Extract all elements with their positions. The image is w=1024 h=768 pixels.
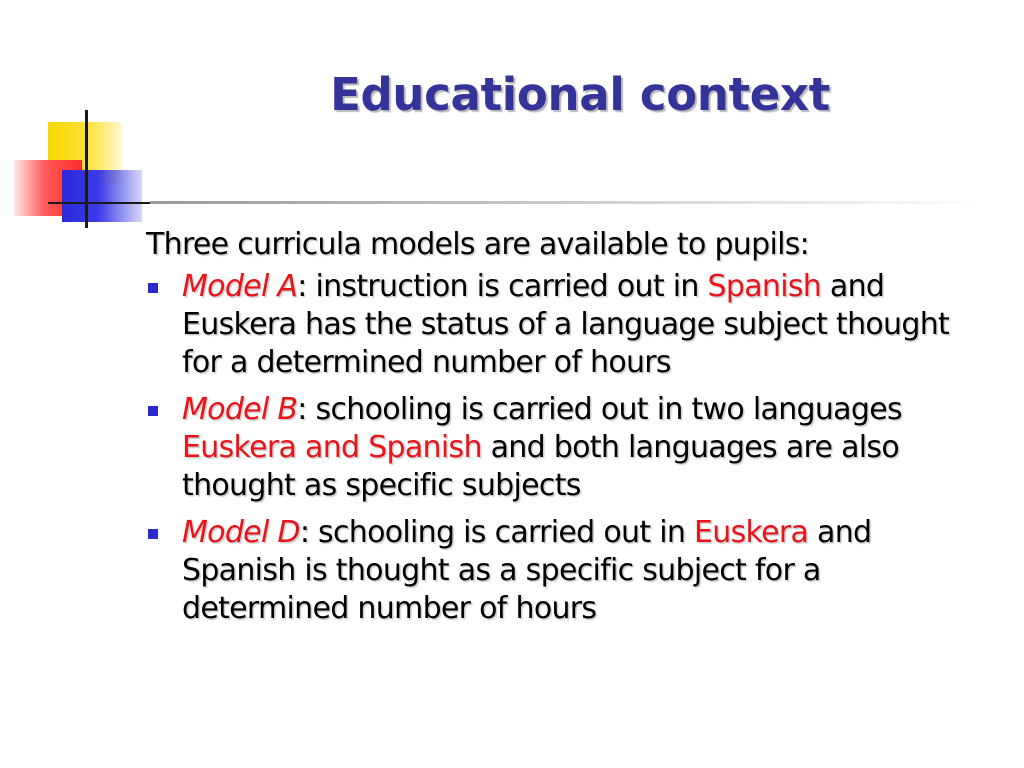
- blue-square: [62, 170, 142, 222]
- square-bullet-icon: [148, 283, 158, 293]
- square-bullet-icon: [148, 406, 158, 416]
- logo-vertical-line: [85, 110, 88, 228]
- slide-body: [146, 226, 986, 637]
- item-text: : schooling is carried out in two languages: [297, 392, 902, 427]
- title-divider: [150, 201, 990, 204]
- item-text: and Euskera has the status of a language subject thought for a determined number of hours: [182, 269, 950, 380]
- color-blocks-logo-icon: [0, 0, 200, 240]
- language-highlight: Euskera and Spanish: [182, 430, 482, 465]
- item-text: and Spanish is thought as a specific subject for a determined number of hours: [182, 515, 872, 626]
- intro-text: Three curricula models are available to pupils:: [146, 227, 810, 262]
- list-item-model-a: [146, 268, 986, 382]
- item-text: : instruction is carried out in: [297, 269, 708, 304]
- model-name: Model A: [182, 269, 298, 304]
- item-text: and both languages are also thought as specific subjects: [182, 430, 899, 503]
- slide-title: Educational context: [330, 68, 830, 121]
- language-highlight: Euskera: [694, 515, 809, 550]
- model-name: Model D: [182, 515, 300, 550]
- item-text: : schooling is carried out in: [299, 515, 695, 550]
- bullet-list: [146, 268, 986, 628]
- list-item-model-b: [146, 391, 986, 505]
- square-bullet-icon: [148, 529, 158, 539]
- language-highlight: Spanish: [707, 269, 822, 304]
- logo-horizontal-line: [48, 202, 158, 204]
- model-name: Model B: [182, 392, 298, 427]
- list-item-model-d: [146, 514, 986, 628]
